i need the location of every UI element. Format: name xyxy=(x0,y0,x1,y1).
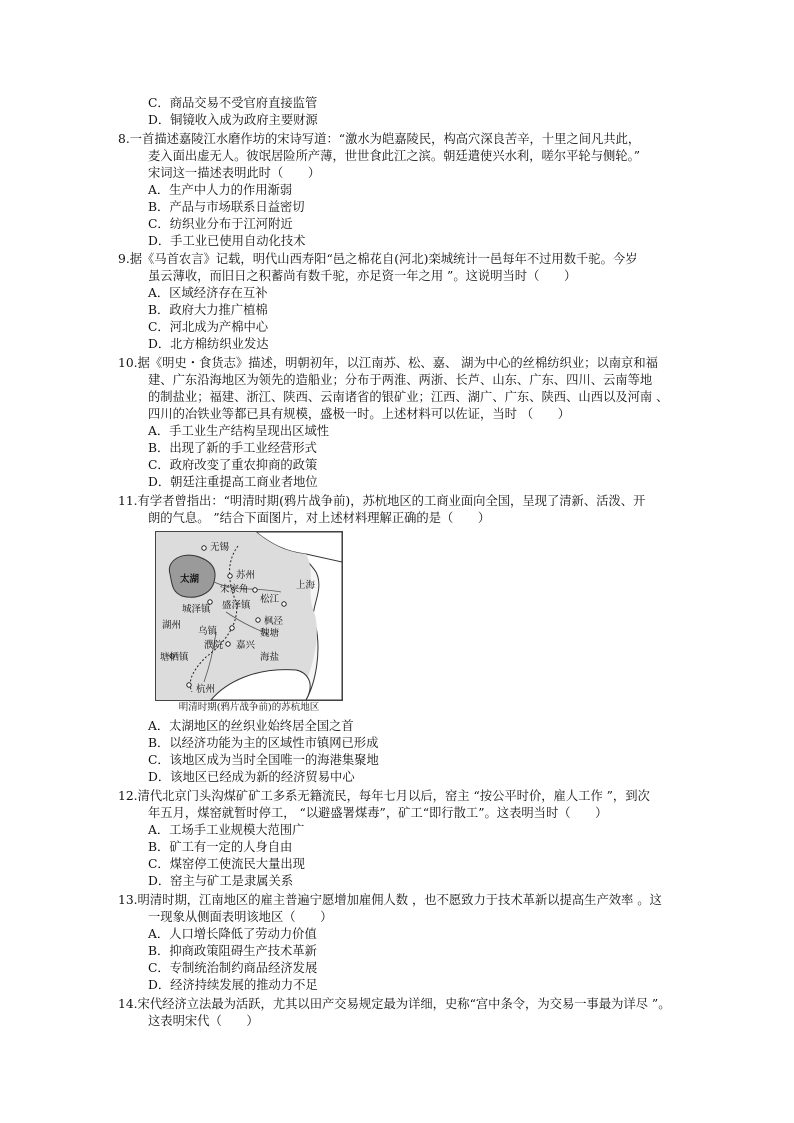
map-label-puyuan: 濮院 xyxy=(204,640,224,651)
question-8-option-c: C．纺织业分布于江河附近 xyxy=(148,217,293,231)
question-11-option-a: A．太湖地区的丝织业始终居全国之首 xyxy=(148,719,354,733)
map-label-chengzezhen: 城泽镇 xyxy=(182,604,211,615)
option-c: C．商品交易不受官府直接监管 xyxy=(148,96,318,110)
question-8-stem-line-3: 宋词这一描述表明此时（ ） xyxy=(148,166,321,180)
map-label-weitang: 魏塘 xyxy=(260,628,280,639)
question-8-stem-line-2: 麦入面出虚无人。彼氓居险所产薄，世世食此江之滨。朝廷遣使兴水利，嗟尔平轮与侧轮。” xyxy=(148,149,641,163)
question-9-stem-line-1: 9.据《马首农言》记载，明代山西寿阳“邑之棉花自(河北)栾城统计一邑每年不过用数千驼。今岁 xyxy=(118,252,638,266)
question-8-stem-line-1: 8.一首描述嘉陵江水磨作坊的宋诗写道：“激水为皑嘉陵民，构高穴深良苦辛，十里之间凡共此， xyxy=(118,132,641,146)
question-11-stem-line-2: 朗的气息。 ”结合下面图片，对上述材料理解正确的是（ ） xyxy=(148,511,491,525)
question-10-stem-line-3: 的制盐业；福建、浙江、陕西、云南诸省的银矿业；江西、湖广、广东、陕西、山西以及河南 、 xyxy=(148,390,669,404)
question-13-stem-line-2: 一现象从侧面表明该地区（ ） xyxy=(148,910,333,924)
question-14-stem-line-2: 这表明宋代（ ） xyxy=(148,1014,259,1028)
question-12-stem-line-1: 12.清代北京门头沟煤矿矿工多系无籍流民，每年七月以后，窑主 “按公平时价，雇人工作 ”，到次 xyxy=(118,789,650,803)
question-10-option-b: B．出现了新的手工业经营形式 xyxy=(148,441,317,455)
question-12-option-a: A．工场手工业规模大范围广 xyxy=(148,823,305,837)
question-10-option-c: C．政府改变了重农抑商的政策 xyxy=(148,458,318,472)
option-d: D．铜镜收入成为政府主要财源 xyxy=(148,113,318,127)
question-12-option-d: D．窑主与矿工是隶属关系 xyxy=(148,874,294,888)
map-label-shengzezhen: 盛泽镇 xyxy=(222,600,251,611)
map-label-taihu: 太湖 xyxy=(180,574,200,585)
question-11-option-d: D．该地区已经成为新的经济贸易中心 xyxy=(148,770,355,784)
question-10-option-a: A．手工业生产结构呈现出区域性 xyxy=(148,424,330,438)
question-8-option-a: A．生产中人力的作用渐弱 xyxy=(148,183,293,197)
question-10-option-d: D．朝廷注重提高工商业者地位 xyxy=(148,475,318,489)
map-label-fengjing: 枫泾 xyxy=(264,616,284,627)
question-8-option-d: D．手工业已使用自动化技术 xyxy=(148,234,306,248)
question-12-option-b: B．矿工有一定的人身自由 xyxy=(148,840,293,854)
question-11-option-c: C．该地区成为当时全国唯一的海港集聚地 xyxy=(148,753,379,767)
question-9-stem-line-2: 虽云薄收，而旧日之积蓄尚有数千驼，亦足资一年之用 ”。这说明当时（ ） xyxy=(148,269,577,283)
map-label-hangzhou: 杭州 xyxy=(196,684,216,695)
map-label-haiyan: 海盐 xyxy=(260,652,280,663)
map-label-songjiang: 松江 xyxy=(260,594,280,605)
map-label-wuzhen: 乌镇 xyxy=(198,626,218,637)
question-10-stem-line-4: 四川的冶铁业等都已具有规模，盛极一时。上述材料可以佐证，当时 （ ） xyxy=(148,407,571,421)
question-11-stem-line-1: 11.有学者曾指出：“明清时期(鸦片战争前)，苏杭地区的工商业面向全国，呈现了清新、活泼、开 xyxy=(118,494,646,508)
question-13-option-c: C．专制统治制约商品经济发展 xyxy=(148,961,318,975)
question-11-option-b: B．以经济功能为主的区域性市镇网已形成 xyxy=(148,736,379,750)
question-9-option-c: C．河北成为产棉中心 xyxy=(148,320,269,334)
map-label-songjiajiao: 宋家角 xyxy=(220,584,249,595)
question-13-option-d: D．经济持续发展的推动力不足 xyxy=(148,978,318,992)
question-10-stem-line-2: 建、广东沿海地区为领先的造船业；分布于两淮、两浙、长芦、山东、广东、四川、云南等地 xyxy=(148,373,653,387)
question-13-option-b: B．抑商政策阻碍生产技术革新 xyxy=(148,944,317,958)
question-9-option-d: D．北方棉纺织业发达 xyxy=(148,337,269,351)
map-label-suzhou: 苏州 xyxy=(236,570,256,581)
question-8-option-b: B．产品与市场联系日益密切 xyxy=(148,200,305,214)
suhang-map xyxy=(155,531,343,701)
map-label-jiaxing: 嘉兴 xyxy=(236,640,256,651)
question-12-stem-line-2: 年五月，煤窑就暂时停工， “以避盛署煤毒”，矿工“即行散工”。这表明当时（ ） xyxy=(148,806,608,820)
map-label-wuxi: 无锡 xyxy=(210,542,230,553)
question-12-option-c: C．煤窑停工使流民大量出现 xyxy=(148,857,305,871)
question-13-stem-line-1: 13.明清时期，江南地区的雇主普遍宁愿增加雇佣人数 ，也不愿致力于技术革新以提高生产效率 。这 xyxy=(118,893,662,907)
question-13-option-a: A．人口增长降低了劳动力价值 xyxy=(148,927,317,941)
map-label-tangqizhen: 塘栖镇 xyxy=(160,652,189,663)
question-10-stem-line-1: 10.据《明史・食货志》描述，明朝初年，以江南苏、松、嘉、 湖为中心的丝棉纺织业；以南京和福 xyxy=(118,356,658,370)
map-caption: 明清时期(鸦片战争前)的苏杭地区 xyxy=(178,702,320,713)
map-label-shanghai: 上海 xyxy=(296,580,316,591)
map-drawing xyxy=(156,532,342,700)
question-9-option-b: B．政府大力推广植棉 xyxy=(148,303,268,317)
map-label-huzhou: 湖州 xyxy=(162,620,182,631)
question-14-stem-line-1: 14.宋代经济立法最为活跃，尤其以田产交易规定最为详细，史称“宫中条令，为交易一事最为详尽 ”。 xyxy=(118,997,671,1011)
question-9-option-a: A．区域经济存在互补 xyxy=(148,286,268,300)
